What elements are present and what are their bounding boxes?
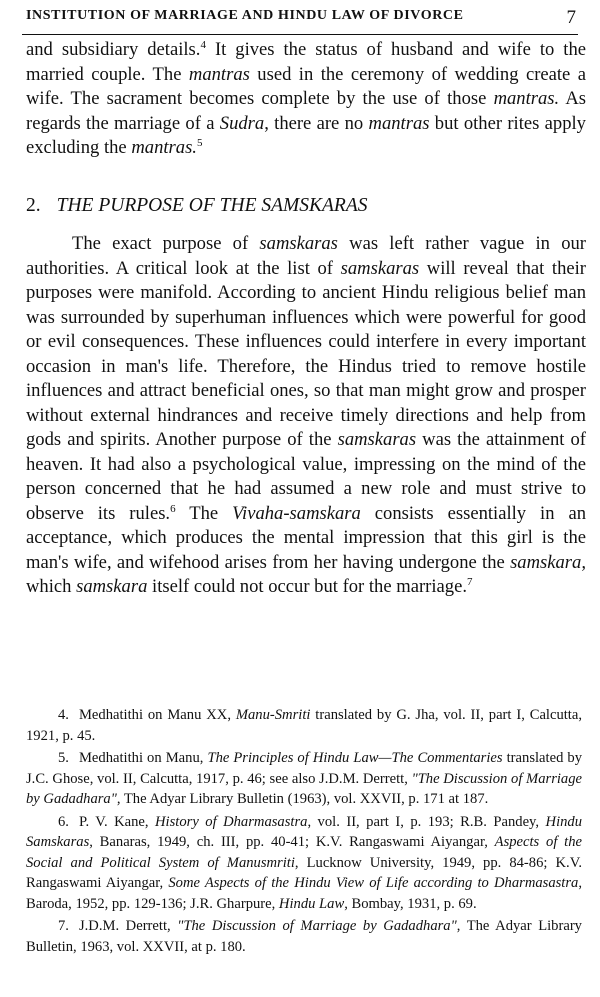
footnote-7: 7. J.D.M. Derrett, "The Discussion of Marriage by Gadadhara", The Adyar Library Bulletin, 1963, vol. XXVII, at p. 180. — [26, 918, 582, 955]
section-heading — [26, 194, 586, 218]
header-rule — [22, 34, 578, 35]
footnote-ref-6: 6 — [170, 502, 176, 515]
section-title: THE PURPOSE OF THE SAMSKARAS — [56, 195, 368, 216]
footnote-ref-5: 5 — [196, 136, 203, 149]
footnote-4: 4. Medhatithi on Manu XX, Manu-Smriti translated by G. Jha, vol. II, part I, Calcutta, 1921, p. 45. — [26, 707, 582, 744]
running-title: INSTITUTION OF MARRIAGE AND HINDU LAW OF DIVORCE — [26, 8, 464, 23]
footnote-ref-4: 4 — [200, 38, 206, 51]
footnote-5: 5. Medhatithi on Manu, The Principles of Hindu Law—The Commentaries translated by J.C. Ghose, vol. II, Calcutta, 1917, p. 46; see also J.D.M. Derrett, "The Discussion of Marriage by Gadadhara", The Adyar Library Bulletin (1963), vol. XXVII, p. 171 at 187. — [26, 750, 583, 807]
footnote-6: 6. P. V. Kane, History of Dharmasastra, vol. II, part I, p. 193; R.B. Pandey, Hindu Samskaras, Banaras, 1949, ch. III, pp. 40-41; K.V. Rangaswami Aiyangar, Aspects of the Social and Political System of Manusmriti, Lucknow University, 1949, pp. 84-86; K.V. Rangaswami Aiyangar, Some Aspects of the Hindu View of Life according to Dharmasastra, Baroda, 1952, pp. 129-136; J.R. Gharpure, Hindu Law, Bombay, 1931, p. 69. — [26, 813, 583, 912]
running-header — [26, 8, 576, 34]
paragraph-continued: and subsidiary details.$^4$ It gives the status of husband and wife to the married couple. The mantras used in the ceremony of wedding create a wife. The sacrament becomes complete by the use of those mantras. As regards the marriage of a Sudra, there are no mantras but other rites apply excluding the mantras.$^5$ — [26, 38, 587, 158]
section-number: 2. — [26, 195, 41, 216]
footnotes — [26, 705, 582, 959]
page-number: 7 — [566, 7, 576, 28]
paragraph-purpose: The exact purpose of samskaras was left rather vague in our authorities. A critical look at the list of samskaras will reveal that their purposes were manifold. According to ancient Hindu religious belief man was surrounded by superhuman influences which were powerful for good or evil consequences. These influences could interfere in every important occasion in man's life. Therefore, the Hindus tried to remove hostile influences and attract beneficial ones, so that man might grow and prosper without external hindrances and receive timely directions and help from gods and spirits. Another purpose of the samskaras was the attainment of heaven. It had also a psychological value, impressing on the mind of the person concerned that he had assumed a new role and must strive to observe its rules.$^6$ The Vivaha-samskara consists essentially in an acceptance, which produces the mental impression that this girl is the man's wife, and wifehood arises from her having undergone the samskara, which samskara itself could not occur but for the marriage.$^7$ — [26, 233, 587, 597]
footnote-ref-7: 7 — [466, 575, 473, 588]
